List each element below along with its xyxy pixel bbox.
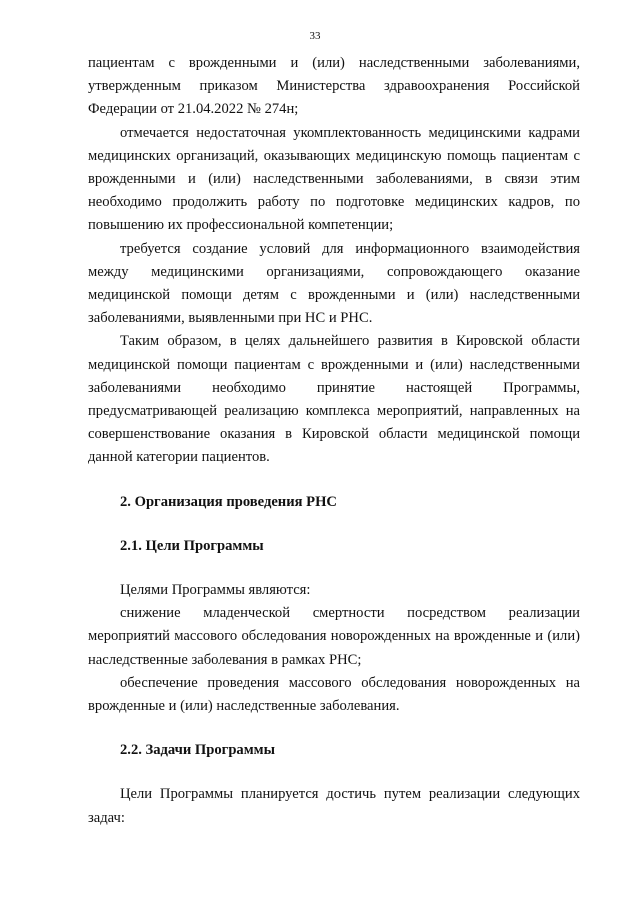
paragraph-conclusion: Таким образом, в целях дальнейшего развития в Кировской области медицинской помощи пациентам с врожденными и (или) наследственными заболеваниями необходимо принятие настоящей Программы, предусматривающей реализацию комплекса мероприятий, направленных на совершенствование оказания в Кировской области медицинской помощи данной категории пациентов. bbox=[88, 333, 580, 466]
document-body bbox=[88, 52, 580, 830]
section-heading-2-1: 2.1. Цели Программы bbox=[120, 537, 264, 554]
paragraph-continuation: пациентам с врожденными и (или) наследственными заболеваниями, утвержденным приказом Министерства здравоохранения Российской Федерации от 21.04.2022 № 274н; bbox=[88, 55, 580, 118]
section-heading-2: 2. Организация проведения РНС bbox=[120, 493, 337, 510]
goals-intro: Целями Программы являются: bbox=[120, 582, 311, 599]
paragraph-information-exchange: требуется создание условий для информационного взаимодействия между медицинскими организациями, сопровождающего оказание медицинской помощи детям с врожденными и (или) наследственными заболеваниями, выявленными при НС и РНС. bbox=[88, 240, 580, 327]
section-heading-2-2: 2.2. Задачи Программы bbox=[120, 742, 276, 759]
page-number: 33 bbox=[309, 30, 321, 42]
paragraph-staffing-shortage: отмечается недостаточная укомплектованность медицинскими кадрами медицинских организаций, оказывающих медицинскую помощь пациентам с врожденными и (или) наследственными заболеваниями, в связи этим необходимо продолжить работу по подготовке медицинских кадров, по повышению их профессиональной компетенции; bbox=[88, 124, 580, 234]
goal-item-mortality: снижение младенческой смертности посредством реализации мероприятий массового обследования новорожденных на врожденные и (или) наследственные заболевания в рамках РНС; bbox=[88, 605, 580, 668]
goal-item-screening: обеспечение проведения массового обследования новорожденных на врожденные и (или) наследственные заболевания. bbox=[88, 674, 580, 715]
tasks-intro: Цели Программы планируется достичь путем реализации следующих задач: bbox=[88, 786, 580, 826]
